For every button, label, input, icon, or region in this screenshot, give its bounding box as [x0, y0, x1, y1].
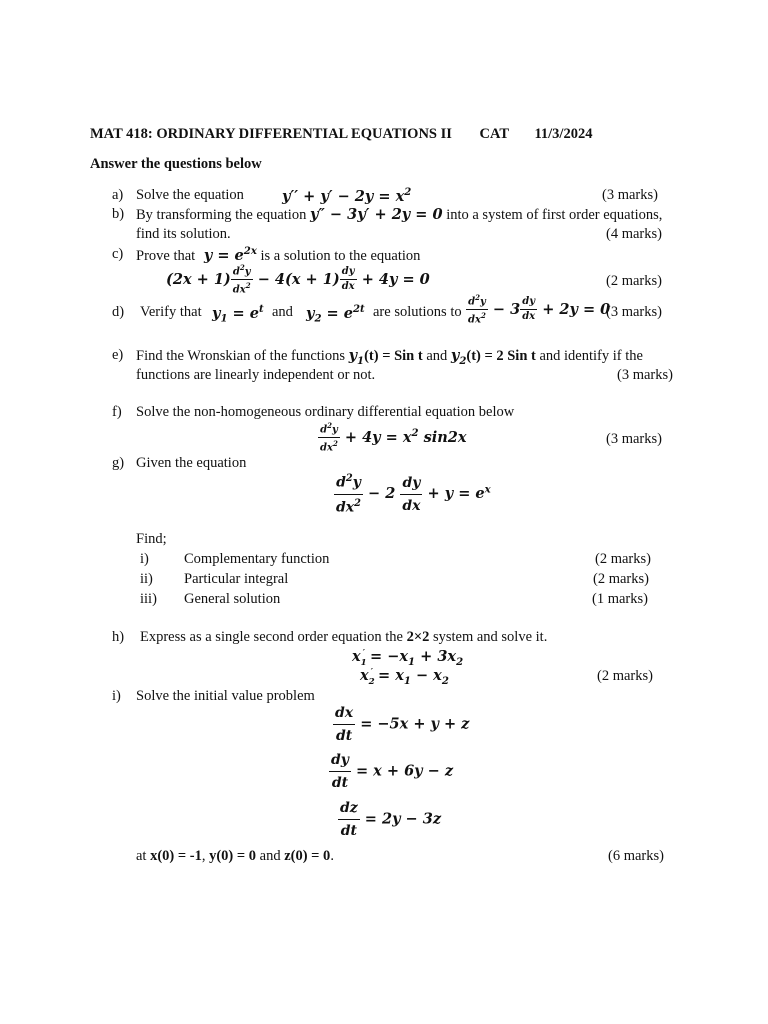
question-b-text: By transforming the equation y″ − 3y′ + 2y = 0 into a system of first order equations,: [136, 206, 663, 223]
equation-i-2: $\frac{dy}{dt}$ = x + 6y − z: [331, 752, 454, 791]
question-d-label: d): [112, 304, 125, 320]
question-e-label: e): [112, 347, 124, 363]
question-f-marks: (3 marks): [606, 431, 662, 447]
question-g-text: Given the equation: [136, 455, 247, 471]
equation-f: $\frac{d^2y}{dx^2}$ + $4y = x^2$ sin2x: [320, 421, 467, 454]
question-b-label: b): [112, 206, 125, 222]
equation-b: y″ − 3y′ + 2y = 0: [309, 206, 443, 223]
question-d-pre: Verify that: [140, 304, 202, 320]
question-c-text: Prove that $y = e^{2x}$ is a solution to the equation: [136, 245, 421, 264]
question-h-marks: (2 marks): [597, 668, 653, 684]
question-d-post: are solutions to: [373, 304, 462, 320]
exam-date: 11/3/2024: [534, 126, 593, 142]
part-iii-num: iii): [140, 591, 157, 607]
question-i-label: i): [112, 688, 121, 704]
equation-d: $\frac{d^2y}{dx^2}$ − 3 $\frac{dy}{dx}$ + 2y = 0: [468, 293, 611, 326]
question-h-label: h): [112, 629, 125, 645]
condition-x: x(0) = -1: [150, 848, 202, 864]
equation-c: (2x + 1) $\frac{d^2y}{dx^2}$ − 4(x + 1) $\frac{dy}{dx}$ + 4y = 0: [166, 263, 430, 296]
question-a-label: a): [112, 187, 124, 203]
equation-g: $\frac{d^2y}{dx^2}$ − 2 $\frac{dy}{dx}$ + $y = e^x$: [336, 473, 491, 516]
question-e-marks: (3 marks): [617, 367, 673, 383]
question-e-line2: functions are linearly independent or not.: [136, 367, 376, 383]
part-i-num: i): [140, 551, 149, 567]
question-a-marks: (3 marks): [602, 187, 658, 203]
equation-a: $y'' + y' - 2y = x^2$: [282, 186, 412, 205]
part-ii-num: ii): [140, 571, 153, 587]
exam-type: CAT: [479, 126, 509, 142]
part-i-text: Complementary function: [184, 551, 330, 567]
equation-h-1: $x_1' = -x_1 + 3x_2$: [352, 648, 464, 668]
condition-z: z(0) = 0: [284, 848, 331, 864]
question-i-marks: (6 marks): [608, 848, 664, 864]
question-a-text: Solve the equation: [136, 187, 244, 203]
question-d-marks: (3 marks): [606, 304, 662, 320]
equation-h-2: $x_2' = x_1 - x_2$: [360, 667, 449, 687]
equation-i-1: $\frac{dx}{dt}$ = −5x + y + z: [335, 705, 470, 744]
equation-c-function: $y = e^{2x}$: [198, 245, 257, 264]
question-e-text: Find the Wronskian of the functions $y_1(t)$ = Sin t and $y_2(t) = 2$ Sin t and identify if the: [136, 347, 643, 367]
equation-d-y2: $y_2 = e^{2t}$: [306, 303, 365, 325]
course-title: MAT 418: ORDINARY DIFFERENTIAL EQUATIONS II: [90, 126, 452, 142]
part-iii-marks: (1 marks): [592, 591, 648, 607]
question-b-line2: find its solution.: [136, 226, 231, 242]
question-c-label: c): [112, 246, 124, 262]
question-h-text: Express as a single second order equation the 2×2 system and solve it.: [140, 629, 548, 645]
part-i-marks: (2 marks): [595, 551, 651, 567]
equation-d-y1: $y_1 = e^t$: [212, 303, 264, 325]
part-ii-text: Particular integral: [184, 571, 289, 587]
function-y2: (t) = 2 Sin t: [466, 348, 536, 364]
part-ii-marks: (2 marks): [593, 571, 649, 587]
page-header: [90, 126, 592, 143]
question-d-and: and: [272, 304, 293, 320]
question-i-text: Solve the initial value problem: [136, 688, 315, 704]
function-y1: (t) = Sin t: [364, 348, 423, 364]
equation-i-3: $\frac{dz}{dt}$ = 2y − 3z: [340, 800, 442, 839]
condition-y: y(0) = 0: [209, 848, 257, 864]
question-g-label: g): [112, 455, 125, 471]
question-i-conditions: at x(0) = -1, y(0) = 0 and z(0) = 0.: [136, 848, 334, 864]
find-label: Find;: [136, 531, 167, 547]
instruction: Answer the questions below: [90, 156, 262, 172]
question-b-marks: (4 marks): [606, 226, 662, 242]
question-c-marks: (2 marks): [606, 273, 662, 289]
question-f-text: Solve the non-homogeneous ordinary differential equation below: [136, 404, 515, 420]
part-iii-text: General solution: [184, 591, 281, 607]
question-f-label: f): [112, 404, 122, 420]
